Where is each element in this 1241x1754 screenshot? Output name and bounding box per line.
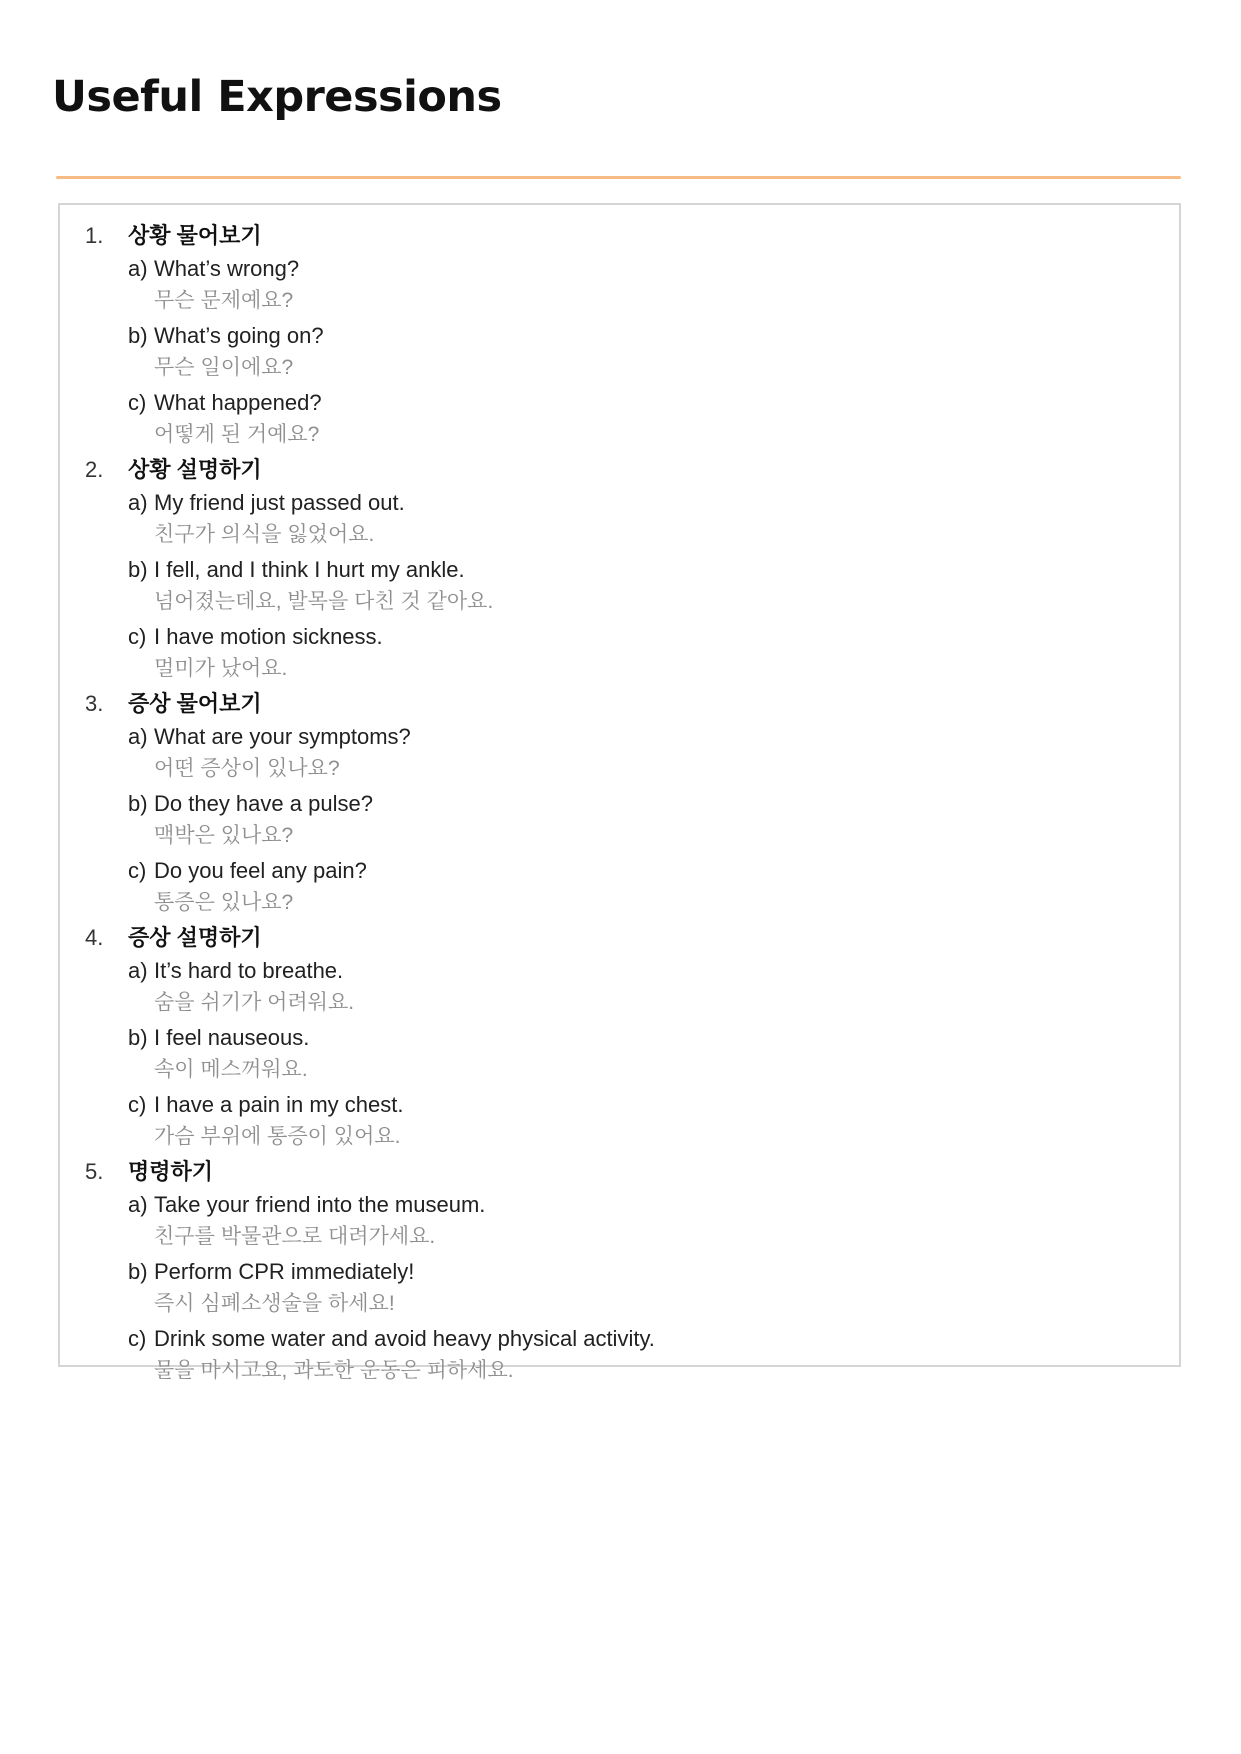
page-title: Useful Expressions xyxy=(52,72,502,122)
english-line xyxy=(128,788,1149,820)
sections-list xyxy=(85,220,1149,1390)
korean-translation: 물을 마시고요, 과도한 운동은 피하세요. xyxy=(154,1359,514,1382)
section xyxy=(85,922,1149,1156)
english-line xyxy=(128,1089,1149,1121)
english-line xyxy=(128,955,1149,987)
item-letter: a) xyxy=(128,490,148,515)
section-title: 증상 물어보기 xyxy=(128,691,262,716)
item-letter: b) xyxy=(128,557,148,582)
english-line xyxy=(128,855,1149,887)
section-title: 상황 설명하기 xyxy=(128,457,262,482)
korean-translation: 속이 메스꺼워요. xyxy=(154,1058,308,1081)
korean-translation: 넘어졌는데요, 발목을 다친 것 같아요. xyxy=(154,590,494,613)
expression-pair xyxy=(128,1089,1149,1153)
expression-pair xyxy=(128,721,1149,785)
english-line xyxy=(128,1189,1149,1221)
expression-pair xyxy=(128,955,1149,1019)
section-number: 2. xyxy=(85,457,104,482)
item-letter: b) xyxy=(128,1025,148,1050)
english-text: I feel nauseous. xyxy=(154,1025,310,1050)
english-text: What are your symptoms? xyxy=(154,724,411,749)
korean-translation: 무슨 문제예요? xyxy=(154,289,294,312)
english-text: It’s hard to breathe. xyxy=(154,958,344,983)
english-text: Do they have a pulse? xyxy=(154,791,373,816)
expression-pair xyxy=(128,788,1149,852)
section xyxy=(85,1156,1149,1390)
section-items xyxy=(128,1189,1149,1387)
section-number: 1. xyxy=(85,223,104,248)
korean-translation: 멀미가 났어요. xyxy=(154,657,288,680)
section-body xyxy=(128,922,1149,1156)
section-title: 증상 설명하기 xyxy=(128,925,262,950)
korean-translation: 친구가 의식을 잃었어요. xyxy=(154,523,375,546)
expressions-box xyxy=(58,203,1181,1382)
section-body xyxy=(128,220,1149,454)
english-line xyxy=(128,253,1149,285)
korean-translation: 어떻게 된 거예요? xyxy=(154,423,320,446)
english-text: What happened? xyxy=(154,390,322,415)
english-text: Perform CPR immediately! xyxy=(154,1259,415,1284)
section-title: 명령하기 xyxy=(128,1159,214,1184)
expression-pair xyxy=(128,621,1149,685)
expression-pair xyxy=(128,253,1149,317)
section-body xyxy=(128,454,1149,688)
english-text: What’s wrong? xyxy=(154,256,300,281)
expression-pair xyxy=(128,487,1149,551)
english-text: I fell, and I think I hurt my ankle. xyxy=(154,557,465,582)
item-letter: b) xyxy=(128,323,148,348)
section xyxy=(85,688,1149,922)
korean-translation: 무슨 일이에요? xyxy=(154,356,294,379)
section-items xyxy=(128,721,1149,919)
korean-translation: 친구를 박물관으로 대려가세요. xyxy=(154,1225,436,1248)
english-line xyxy=(128,621,1149,653)
english-line xyxy=(128,1323,1149,1355)
english-text: Do you feel any pain? xyxy=(154,858,367,883)
english-line xyxy=(128,721,1149,753)
section-title: 상황 물어보기 xyxy=(128,223,262,248)
item-letter: a) xyxy=(128,724,148,749)
english-text: Take your friend into the museum. xyxy=(154,1192,486,1217)
english-text: I have motion sickness. xyxy=(154,624,383,649)
korean-translation: 가슴 부위에 통증이 있어요. xyxy=(154,1125,401,1148)
expression-pair xyxy=(128,1189,1149,1253)
english-text: Drink some water and avoid heavy physical activity. xyxy=(154,1326,655,1351)
item-letter: a) xyxy=(128,256,148,281)
korean-translation: 통증은 있나요? xyxy=(154,891,294,914)
title-divider xyxy=(56,176,1181,179)
item-letter: c) xyxy=(128,858,147,883)
english-line xyxy=(128,487,1149,519)
section-number: 3. xyxy=(85,691,104,716)
item-letter: c) xyxy=(128,1326,147,1351)
english-line xyxy=(128,554,1149,586)
section xyxy=(85,220,1149,454)
expression-pair xyxy=(128,554,1149,618)
expression-pair xyxy=(128,320,1149,384)
item-letter: c) xyxy=(128,624,147,649)
section-items xyxy=(128,955,1149,1153)
english-line xyxy=(128,1256,1149,1288)
english-text: What’s going on? xyxy=(154,323,324,348)
section-number: 4. xyxy=(85,925,104,950)
english-text: My friend just passed out. xyxy=(154,490,405,515)
expression-pair xyxy=(128,1256,1149,1320)
expression-pair xyxy=(128,387,1149,451)
expression-pair xyxy=(128,1022,1149,1086)
korean-translation: 맥박은 있나요? xyxy=(154,824,294,847)
item-letter: b) xyxy=(128,1259,148,1284)
section-number: 5. xyxy=(85,1159,104,1184)
item-letter: a) xyxy=(128,958,148,983)
korean-translation: 즉시 심폐소생술을 하세요! xyxy=(154,1292,395,1315)
english-line xyxy=(128,320,1149,352)
expression-pair xyxy=(128,855,1149,919)
section-items xyxy=(128,253,1149,451)
korean-translation: 숨을 쉬기가 어려워요. xyxy=(154,991,355,1014)
item-letter: b) xyxy=(128,791,148,816)
item-letter: c) xyxy=(128,390,147,415)
section-body xyxy=(128,688,1149,922)
item-letter: a) xyxy=(128,1192,148,1217)
section-body xyxy=(128,1156,1149,1390)
section-items xyxy=(128,487,1149,685)
item-letter: c) xyxy=(128,1092,147,1117)
expression-pair xyxy=(128,1323,1149,1387)
section xyxy=(85,454,1149,688)
english-line xyxy=(128,1022,1149,1054)
english-text: I have a pain in my chest. xyxy=(154,1092,404,1117)
english-line xyxy=(128,387,1149,419)
korean-translation: 어떤 증상이 있나요? xyxy=(154,757,340,780)
